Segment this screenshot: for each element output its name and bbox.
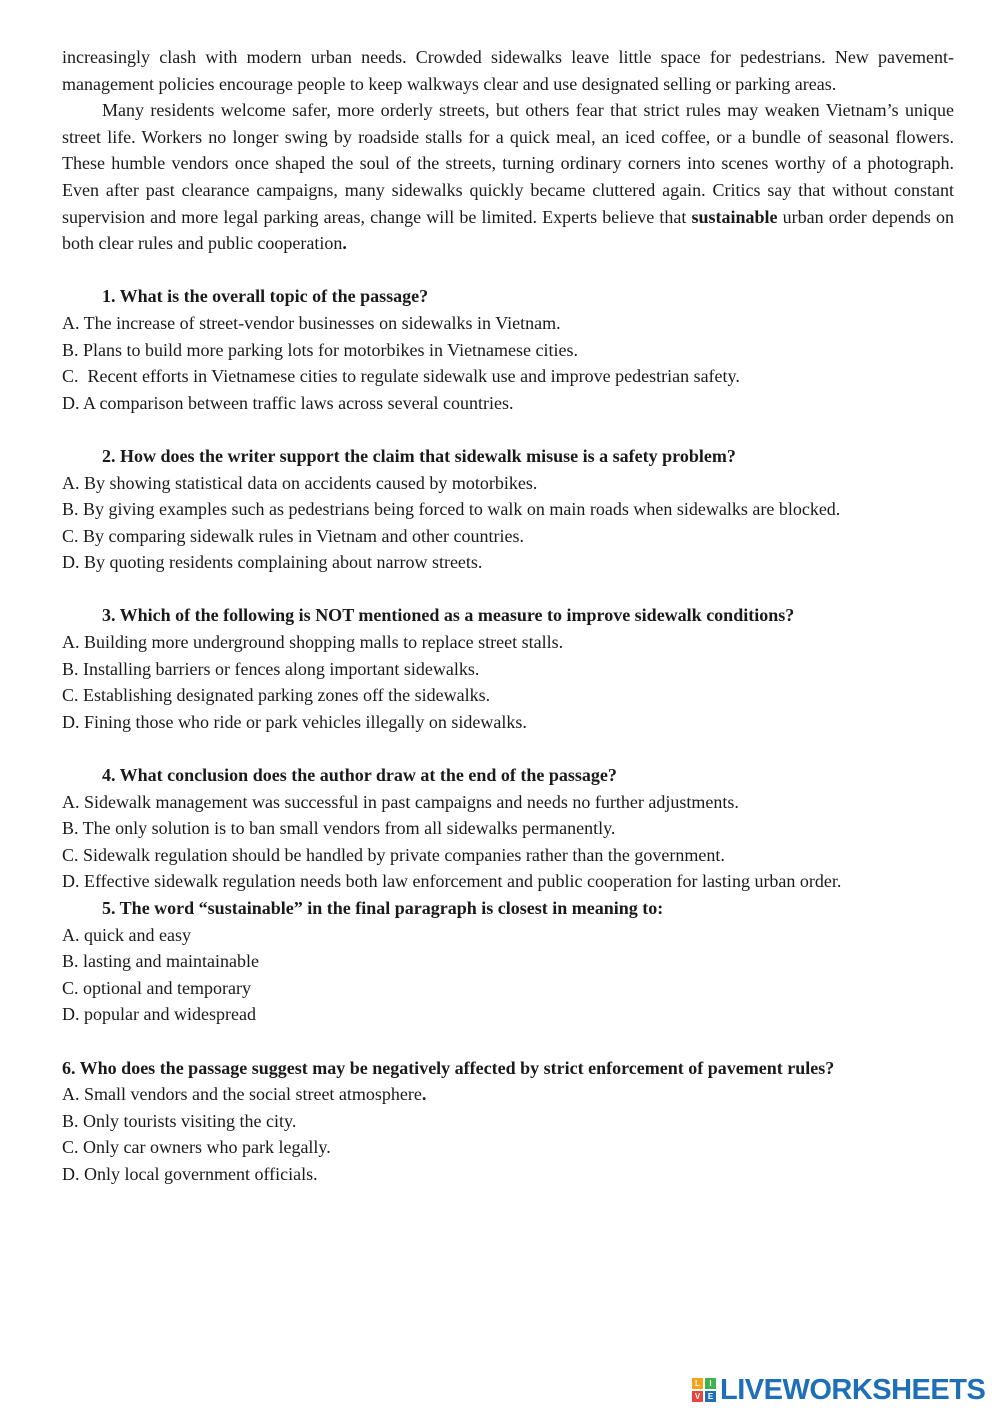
question-title: 2. How does the writer support the claim that sidewalk misuse is a safety problem? [102, 445, 736, 466]
worksheet-page [62, 44, 954, 1188]
answer-option-a[interactable]: A. quick and easy [62, 924, 191, 945]
answer-option-c[interactable]: C. Establishing designated parking zones off the sidewalks. [62, 685, 491, 706]
logo-mark-tile: E [705, 1391, 716, 1402]
keyword-sustainable: sustainable [691, 206, 778, 227]
answer-option-d[interactable]: D. A comparison between traffic laws across several countries. [62, 392, 514, 413]
question-title: 4. What conclusion does the author draw at the end of the passage? [102, 765, 617, 786]
answer-option-d[interactable]: D. Fining those who ride or park vehicles illegally on sidewalks. [62, 711, 527, 732]
question-title: 5. The word “sustainable” in the final paragraph is closest in meaning to: [102, 898, 664, 918]
answer-option-c[interactable]: C. Only car owners who park legally. [62, 1137, 331, 1158]
logo-mark-icon [692, 1378, 716, 1402]
question-6 [62, 1055, 954, 1188]
liveworksheets-logo [692, 1373, 985, 1407]
question-3 [62, 602, 954, 735]
question-4 [62, 762, 954, 895]
passage-text: Many residents welcome safer, more orderly streets, but others fear that strict rules may weaken Vietnam’s unique street life. Workers no longer swing by roadside stalls for a quick meal, an iced coffee, or a bundle of seasonal flowers. These humble vendors once shaped the soul of the streets, turning ordinary corners into scenes worthy of a photograph. Even after past clearance campaigns, many sidewalks quickly became cluttered again. Critics say that without constant supervision and more legal parking areas, change will be limited. Experts believe that [62, 100, 954, 227]
question-1 [62, 283, 954, 416]
answer-option-c[interactable]: C. By comparing sidewalk rules in Vietnam and other countries. [62, 525, 524, 546]
answer-option-a[interactable]: A. The increase of street-vendor businesses on sidewalks in Vietnam. [62, 312, 561, 333]
answer-option-d[interactable]: D. Only local government officials. [62, 1163, 318, 1184]
question-5 [62, 895, 954, 1028]
answer-option-b[interactable]: B. The only solution is to ban small vendors from all sidewalks permanently. [62, 818, 616, 839]
logo-mark-tile: L [692, 1378, 703, 1389]
answer-option-b[interactable]: B. Only tourists visiting the city. [62, 1110, 297, 1131]
answer-option-b[interactable]: B. lasting and maintainable [62, 951, 259, 972]
question-title: 6. Who does the passage suggest may be negatively affected by strict enforcement of pavement rules? [62, 1057, 835, 1078]
answer-option-b[interactable]: B. Plans to build more parking lots for motorbikes in Vietnamese cities. [62, 339, 579, 360]
answer-option-d[interactable]: D. By quoting residents complaining about narrow streets. [62, 552, 483, 573]
answer-option-d[interactable]: D. Effective sidewalk regulation needs both law enforcement and public cooperation for lasting urban order. [62, 871, 842, 892]
answer-option-a[interactable] [62, 1081, 954, 1108]
option-period: . [421, 1084, 427, 1105]
question-2 [62, 443, 954, 576]
answer-option-c[interactable]: C. optional and temporary [62, 977, 251, 998]
passage-text: urban order depends on both clear rules and public cooperation [62, 206, 954, 254]
answer-option-c[interactable]: C. Recent efforts in Vietnamese cities to regulate sidewalk use and improve pedestrian safety. [62, 366, 740, 387]
answer-option-a[interactable]: A. By showing statistical data on accidents caused by motorbikes. [62, 472, 538, 493]
question-title: 1. What is the overall topic of the passage? [102, 286, 429, 307]
question-title: 3. Which of the following is NOT mentioned as a measure to improve sidewalk conditions? [102, 605, 795, 626]
logo-mark-tile: V [692, 1391, 703, 1402]
option-text: A. Small vendors and the social street atmosphere [62, 1084, 422, 1105]
passage-paragraph-1: increasingly clash with modern urban needs. Crowded sidewalks leave little space for pedestrians. New pavement-management policies encourage people to keep walkways clear and use designated selling or parking areas. [62, 47, 954, 94]
answer-option-b[interactable]: B. Installing barriers or fences along important sidewalks. [62, 658, 480, 679]
answer-option-b[interactable]: B. By giving examples such as pedestrians being forced to walk on main roads when sidewalks are blocked. [62, 499, 841, 520]
logo-mark-tile: I [705, 1378, 716, 1389]
answer-option-a[interactable]: A. Building more underground shopping malls to replace street stalls. [62, 632, 564, 653]
answer-option-a[interactable]: A. Sidewalk management was successful in past campaigns and needs no further adjustments. [62, 791, 739, 812]
logo-text: LIVEWORKSHEETS [720, 1373, 986, 1406]
answer-option-d[interactable]: D. popular and widespread [62, 1004, 256, 1025]
passage-period: . [342, 233, 347, 254]
passage-paragraph-2 [62, 97, 954, 257]
answer-option-c[interactable]: C. Sidewalk regulation should be handled by private companies rather than the government. [62, 844, 725, 865]
